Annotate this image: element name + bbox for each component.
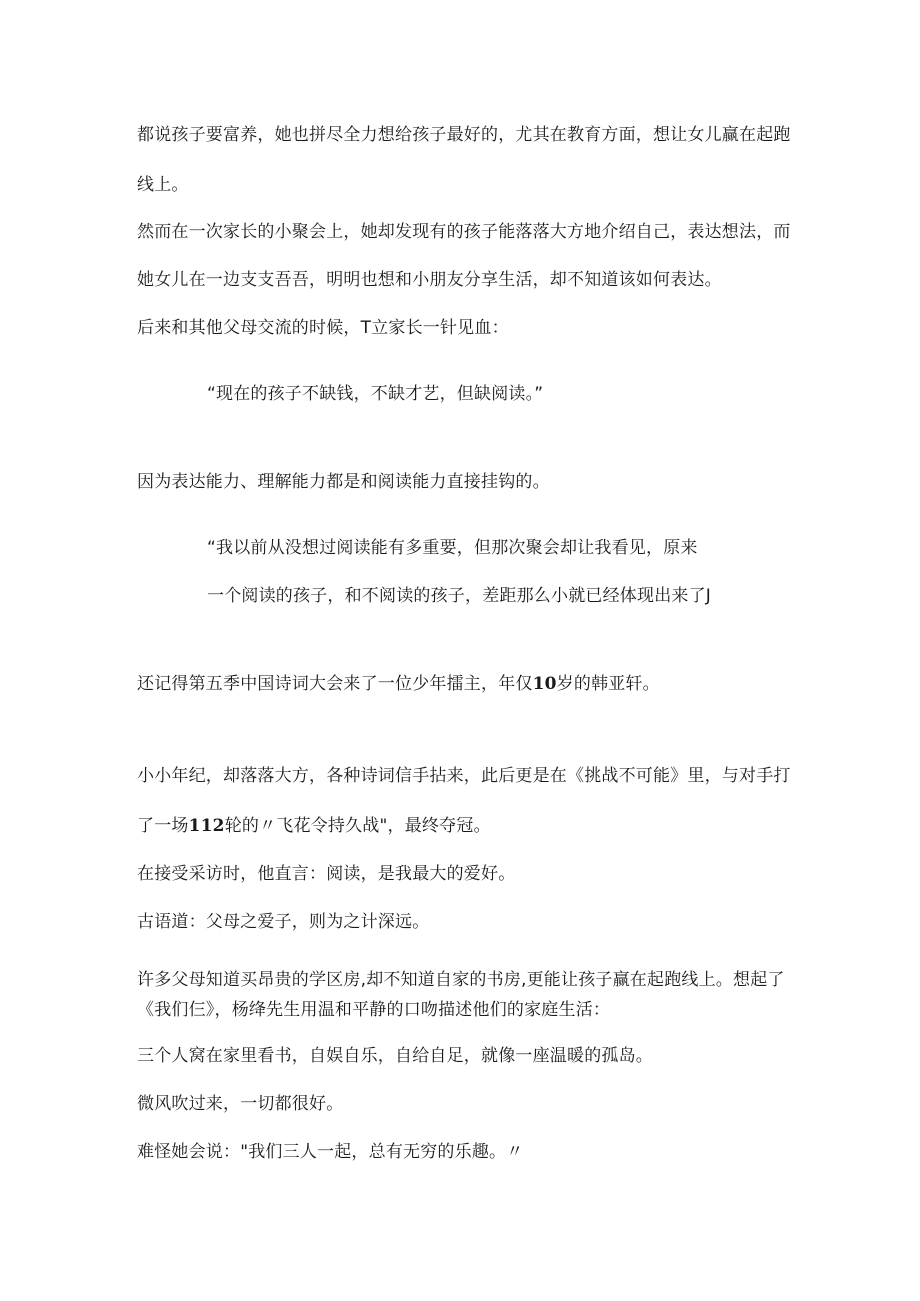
paragraph-line: 她女儿在一边支支吾吾，明明也想和小朋友分享生活，却不知道该如何表达。 [137, 270, 722, 290]
quote-line: 一个阅读的孩子，和不阅读的孩子，差距那么小就已经体现出来了J [207, 586, 712, 606]
text-segment: 还记得第五季中国诗词大会来了一位少年擂主，年仅 [137, 674, 533, 694]
age-number: 10 [532, 674, 557, 694]
paragraph-line: 三个人窝在家里看书，自娱自乐，自给自足，就像一座温暖的孤岛。 [137, 1046, 653, 1066]
text-segment: 轮的〃飞花令持久战"，最终夺冠。 [224, 816, 491, 836]
paragraph-line: 小小年纪，却落落大方，各种诗词信手拈来，此后更是在《挑战不可能》里，与对手打 [137, 766, 791, 786]
paragraph-line [137, 815, 491, 837]
paragraph-line: 都说孩子要富养，她也拼尽全力想给孩子最好的，尤其在教育方面，想让女儿赢在起跑 [137, 125, 791, 145]
paragraph-line: 在接受采访时，他直言：阅读，是我最大的爱好。 [137, 864, 516, 884]
paragraph-line [137, 673, 660, 695]
paragraph-line: 古语道：父母之爱子，则为之计深远。 [137, 912, 430, 932]
paragraph-line: 后来和其他父母交流的时候，T立家长一针见血： [137, 318, 509, 338]
paragraph-line: 因为表达能力、理解能力都是和阅读能力直接挂钩的。 [137, 472, 550, 492]
text-segment: 岁的韩亚轩。 [556, 674, 660, 694]
text-segment: 了一场 [137, 816, 189, 836]
quote-line: “现在的孩子不缺钱，不缺才艺，但缺阅读。” [207, 384, 544, 404]
quote-line: “我以前从没想过阅读能有多重要，但那次聚会却让我看见，原来 [207, 538, 698, 558]
paragraph-line: 微风吹过来，一切都很好。 [137, 1094, 344, 1114]
paragraph-line: 然而在一次家长的小聚会上，她却发现有的孩子能落落大方地介绍自己，表达想法，而 [137, 222, 791, 242]
round-number: 112 [188, 816, 225, 836]
paragraph-line: 难怪她会说："我们三人一起，总有无穷的乐趣。〃 [137, 1142, 524, 1162]
paragraph-line: 线上。 [137, 175, 189, 195]
paragraph-line: 许多父母知道买昂贵的学区房,却不知道自家的书房,更能让孩子赢在起跑线上。想起了 [137, 970, 785, 990]
paragraph-line: 《我们仨》，杨绛先生用温和平静的口吻描述他们的家庭生活： [137, 1000, 611, 1020]
